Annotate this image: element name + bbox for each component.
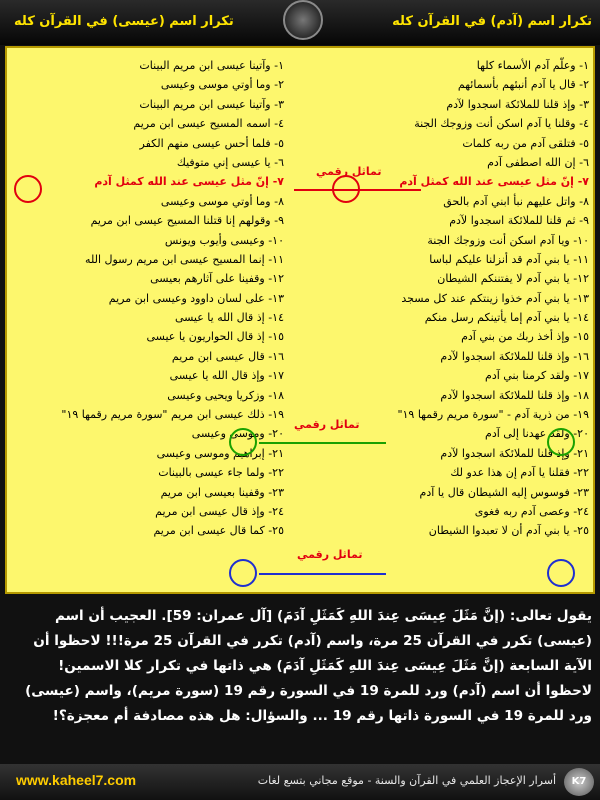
isa-verse-24: ٢٤- وإذ قال عيسى ابن مريم xyxy=(155,504,284,518)
isa-verse-23: ٢٣- وقفينا بعيسى ابن مريم xyxy=(160,485,284,499)
isa-verse-20: ٢٠- وموسى وعيسى xyxy=(191,427,284,441)
circle-25-right xyxy=(547,559,575,587)
adam-verse-24: ٢٤- وعصى آدم ربه فغوى xyxy=(474,504,589,518)
connector-25 xyxy=(259,573,386,575)
adam-verse-5: ٥- فتلقى آدم من ربه كلمات xyxy=(462,136,589,150)
comparison-panel xyxy=(5,46,595,594)
adam-verse-20: ٢٠- ولقد عهدنا إلى آدم xyxy=(485,427,589,441)
adam-verse-4: ٤- وقلنا يا آدم اسكن أنت وزوجك الجنة xyxy=(414,117,589,131)
isa-verse-3: ٣- وآتينا عيسى ابن مريم البينات xyxy=(139,97,284,111)
isa-verse-17: ١٧- وإذ قال الله يا عيسى xyxy=(169,369,284,383)
isa-verse-10: ١٠- وعيسى وأيوب ويونس xyxy=(164,233,284,247)
isa-verse-9: ٩- وقولهم إنا قتلنا المسيح عيسى ابن مريم xyxy=(90,214,284,228)
adam-verse-6: ٦- إن الله اصطفى آدم xyxy=(487,155,589,169)
connector-7 xyxy=(294,189,421,191)
isa-verse-14: ١٤- إذ قال الله يا عيسى xyxy=(174,311,284,325)
isa-verse-22: ٢٢- ولما جاء عيسى بالبينات xyxy=(158,466,284,480)
isa-verse-19: ١٩- ذلك عيسى ابن مريم "سورة مريم رقمها ١٩" xyxy=(61,408,284,422)
match-label-2: تماثل رقمي xyxy=(294,418,360,431)
site-tagline: أسرار الإعجاز العلمي في القرآن والسنة - موقع مجاني بتسع لغات xyxy=(257,774,556,787)
adam-verse-17: ١٧- ولقد كرمنا بني آدم xyxy=(485,369,589,383)
paragraph-line-1: يقول تعالى: (إنَّ مَثَلَ عِيسَى عِندَ اللهِ كَمَثَلِ آدَمَ) [آل عمران: 59]. العجيب أن اسم xyxy=(54,608,592,624)
paragraph-line-2: (عيسى) تكرر في القرآن 25 مرة، واسم (آدم) تكرر في القرآن 25 مرة!!! لاحظوا أن xyxy=(33,633,592,649)
adam-verse-11: ١١- يا بني آدم قد أنزلنا عليكم لباسا xyxy=(429,252,589,266)
adam-list xyxy=(364,48,589,541)
circle-19-left xyxy=(229,428,257,456)
adam-verse-12: ١٢- يا بني آدم لا يفتننكم الشيطان xyxy=(437,272,589,286)
paragraph-line-3: الآية السابعة (إنَّ مَثَلَ عِيسَى عِندَ اللهِ كَمَثَلِ آدَمَ) هي ذاتها في تكرار كلا الاسمين! xyxy=(58,658,592,674)
adam-verse-1: ١- وعلّم آدم الأسماء كلها xyxy=(476,59,589,72)
adam-verse-25: ٢٥- يا بني آدم أن لا تعبدوا الشيطان xyxy=(428,524,589,538)
isa-verse-12: ١٢- وقفينا على آثارهم بعيسى xyxy=(150,272,284,286)
isa-verse-8: ٨- وما أوتي موسى وعيسى xyxy=(160,194,284,208)
adam-verse-16: ١٦- وإذ قلنا للملائكة اسجدوا لآدم xyxy=(440,349,589,363)
adam-verse-18: ١٨- وإذ قلنا للملائكة اسجدوا لآدم xyxy=(440,388,589,402)
isa-verse-13: ١٣- على لسان داوود وعيسى ابن مريم xyxy=(108,291,284,305)
adam-verse-2: ٢- قال يا آدم أنبئهم بأسمائهم xyxy=(457,78,589,92)
isa-verse-25: ٢٥- كما قال عيسى ابن مريم xyxy=(153,524,284,538)
header-bar xyxy=(0,0,600,45)
connector-19 xyxy=(259,442,386,444)
adam-verse-22: ٢٢- فقلنا يا آدم إن هذا عدو لك xyxy=(450,466,589,480)
paragraph-line-4: لاحظوا أن اسم (آدم) ورد للمرة 19 في السورة رقم 19 (سورة مريم)، واسم (عيسى) xyxy=(25,683,592,699)
adam-verse-9: ٩- ثم قلنا للملائكة اسجدوا لآدم xyxy=(449,214,589,228)
circle-7-left xyxy=(14,175,42,203)
adam-verse-19: ١٩- من ذرية آدم - "سورة مريم رقمها ١٩" xyxy=(397,408,589,422)
isa-verse-2: ٢- وما أوتي موسى وعيسى xyxy=(160,78,284,92)
site-logo-icon: K7 xyxy=(564,768,594,796)
isa-verse-15: ١٥- إذ قال الحواريون يا عيسى xyxy=(146,330,284,344)
isa-verse-4: ٤- اسمه المسيح عيسى ابن مريم xyxy=(133,117,284,131)
isa-verse-6: ٦- يا عيسى إني متوفيك xyxy=(176,155,284,169)
adam-verse-10: ١٠- ويا آدم اسكن أنت وزوجك الجنة xyxy=(427,233,589,247)
isa-verse-21: ٢١- إبراهيم وموسى وعيسى xyxy=(156,446,284,460)
adam-verse-15: ١٥- وإذ أخذ ربك من بني آدم xyxy=(461,330,589,344)
circle-25-left xyxy=(229,559,257,587)
adam-title: تكرار اسم (آدم) في القرآن كله xyxy=(392,14,592,29)
adam-verse-13: ١٣- يا بني آدم خذوا زينتكم عند كل مسجد xyxy=(401,291,589,305)
match-label-1: تماثل رقمي xyxy=(316,165,382,178)
adam-verse-3: ٣- وإذ قلنا للملائكة اسجدوا لآدم xyxy=(446,97,589,111)
paragraph-line-5: ورد للمرة 19 في السورة ذاتها رقم 19 ... والسؤال: هل هذه مصادفة أم معجزة؟! xyxy=(52,708,592,724)
adam-verse-21: ٢١- وإذ قلنا للملائكة اسجدوا لآدم xyxy=(440,446,589,460)
footer-bar xyxy=(0,764,600,800)
adam-verse-14: ١٤- يا بني آدم إما يأتينكم رسل منكم xyxy=(424,311,589,325)
isa-list xyxy=(59,48,284,541)
isa-verse-16: ١٦- قال عيسى ابن مريم xyxy=(171,349,284,363)
quran-emblem-icon xyxy=(283,0,323,40)
adam-verse-7: ٧- إنّ مثل عيسى عند الله كمثل آدم xyxy=(399,175,589,189)
isa-title: تكرار اسم (عيسى) في القرآن كله xyxy=(14,14,234,29)
explanation-paragraph xyxy=(10,604,592,729)
match-label-3: تماثل رقمي xyxy=(297,548,363,561)
isa-verse-7: ٧- إنّ مثل عيسى عند الله كمثل آدم xyxy=(94,175,284,189)
isa-verse-18: ١٨- وزكريا ويحيى وعيسى xyxy=(167,388,284,402)
isa-verse-5: ٥- فلما أحس عيسى منهم الكفر xyxy=(139,136,284,150)
adam-verse-8: ٨- واتل عليهم نبأ ابني آدم بالحق xyxy=(443,194,589,208)
isa-verse-11: ١١- إنما المسيح عيسى ابن مريم رسول الله xyxy=(85,252,284,266)
circle-19-right xyxy=(547,428,575,456)
site-url-link[interactable]: www.kaheel7.com xyxy=(16,772,137,788)
isa-verse-1: ١- وآتينا عيسى ابن مريم البينات xyxy=(139,59,284,72)
adam-verse-23: ٢٣- فوسوس إليه الشيطان قال يا آدم xyxy=(419,485,589,499)
